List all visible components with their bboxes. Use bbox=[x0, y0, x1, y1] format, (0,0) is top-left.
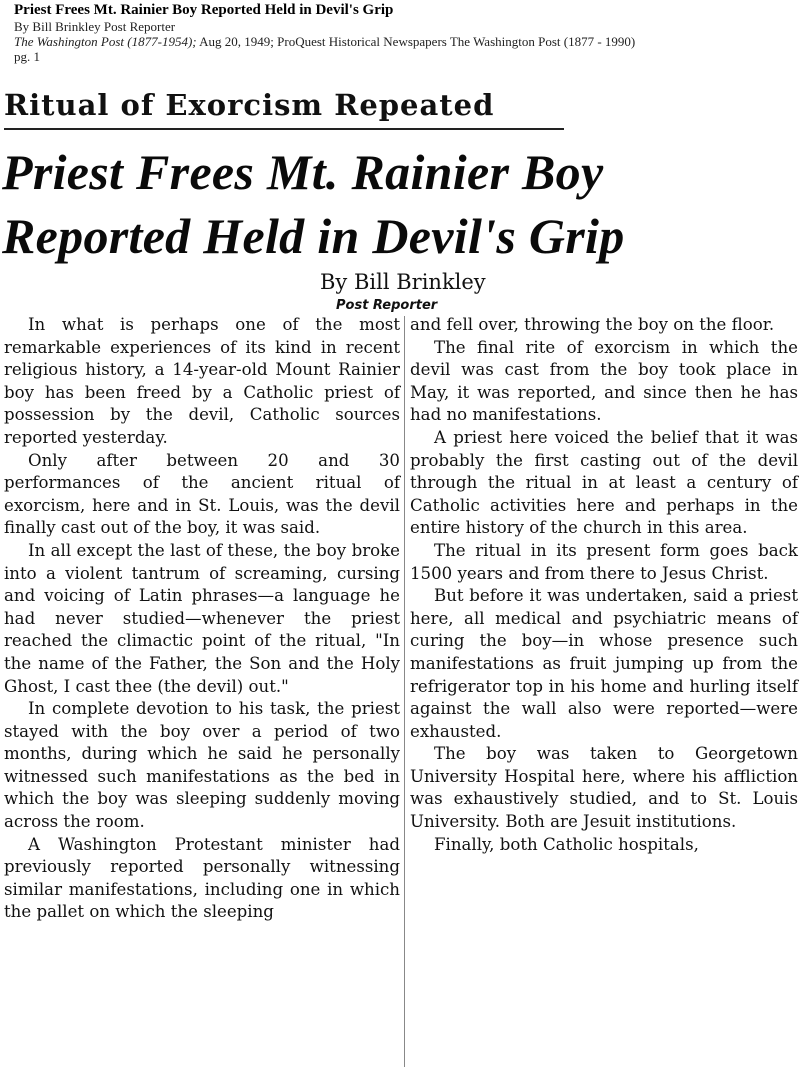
article-column-left bbox=[4, 314, 400, 924]
citation-header bbox=[14, 2, 794, 64]
kicker-rule bbox=[4, 128, 564, 130]
main-headline bbox=[2, 140, 798, 268]
paragraph: Finally, both Catholic hospitals, bbox=[434, 834, 699, 854]
citation-page: pg. 1 bbox=[14, 49, 40, 64]
paragraph: In complete devotion to his task, the priest stayed with the boy over a period of two months, during which he said he personally witnessed such manifestations as the bed in which the boy was sleeping suddenly moving across the room. bbox=[4, 699, 400, 832]
kicker-headline: Ritual of Exorcism Repeated bbox=[4, 88, 495, 122]
citation-source-publication: The Washington Post (1877-1954); bbox=[14, 34, 197, 49]
citation-title: Priest Frees Mt. Rainier Boy Reported Held in Devil's Grip bbox=[14, 2, 394, 18]
paragraph: A Washington Protestant minister had previously reported personally witnessing similar manifestations, including one in which the pallet on which the sleeping bbox=[4, 834, 400, 922]
paragraph: The ritual in its present form goes back 1500 years and from there to Jesus Christ. bbox=[410, 540, 798, 583]
paragraph: The boy was taken to Georgetown University Hospital here, where his affliction was exhaustively studied, and to St. Louis University. Both are Jesuit institutions. bbox=[410, 744, 798, 832]
article-column-right bbox=[410, 314, 798, 856]
paragraph: In all except the last of these, the boy broke into a violent tantrum of screaming, cursing and voicing of Latin phrases—a language he had never studied—whenever the priest reached the climactic point of the ritual, "In the name of the Father, the Son and the Holy Ghost, I cast thee (the devil) out." bbox=[4, 540, 400, 696]
byline-role: Post Reporter bbox=[336, 298, 438, 313]
paragraph: In what is perhaps one of the most remarkable experiences of its kind in recent religious history, a 14-year-old Mount Rainier boy has been freed by a Catholic priest of possession by the devil, Catholic sources reported yesterday. bbox=[4, 315, 400, 447]
paragraph-continued: and fell over, throwing the boy on the floor. bbox=[410, 315, 775, 334]
headline-line-1: Priest Frees Mt. Rainier Boy bbox=[2, 144, 604, 200]
paragraph: Only after between 20 and 30 performances of the ancient ritual of exorcism, here and in St. Louis, was the devil finally cast out of the boy, it was said. bbox=[4, 450, 400, 538]
citation-source-details: Aug 20, 1949; ProQuest Historical Newspapers The Washington Post (1877 - 1990) bbox=[196, 34, 636, 49]
citation-author: By Bill Brinkley Post Reporter bbox=[14, 19, 176, 34]
paragraph: But before it was undertaken, said a priest here, all medical and psychiatric means of curing the boy—in whose presence such manifestations as fruit jumping up from the refrigerator top in his home and hurling itself against the wall also were reported—were exhausted. bbox=[410, 586, 798, 741]
paragraph: A priest here voiced the belief that it was probably the first casting out of the devil through the ritual in at least a century of Catholic activities here and perhaps in the entire history of the church in this area. bbox=[410, 427, 798, 538]
headline-line-2: Reported Held in Devil's Grip bbox=[2, 208, 625, 264]
byline: By Bill Brinkley bbox=[320, 270, 486, 294]
citation-source bbox=[14, 34, 794, 49]
paragraph: The final rite of exorcism in which the devil was cast from the boy took place in May, it was reported, and since then he has had no manifestations. bbox=[410, 337, 798, 425]
column-divider bbox=[404, 316, 405, 1067]
